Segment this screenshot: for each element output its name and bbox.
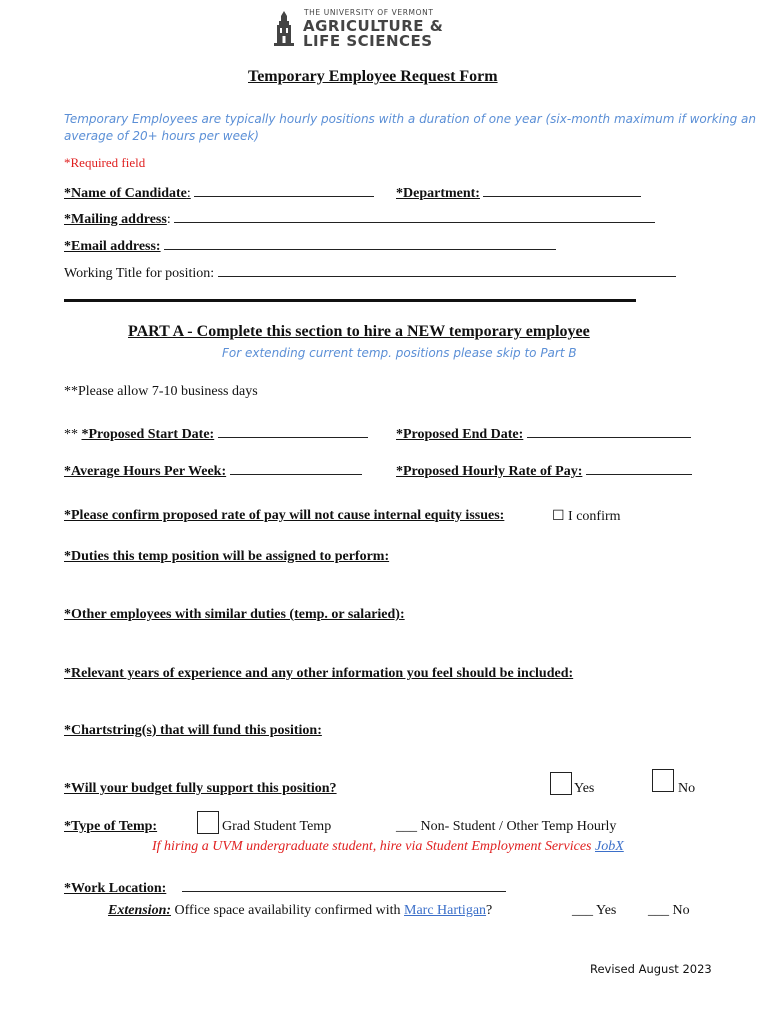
experience-label: *Relevant years of experience and any other information you feel should be included: (64, 666, 574, 681)
part-a-subheading: For extending current temp. positions please skip to Part B (222, 346, 577, 360)
undergrad-note-text: If hiring a UVM undergraduate student, hire via Student Employment Services (152, 839, 592, 854)
work-location-label: *Work Location: (64, 881, 167, 896)
department-label: *Department: (396, 186, 480, 201)
work-location-field[interactable] (182, 877, 506, 892)
mailing-address-label: *Mailing address (64, 212, 167, 227)
extension-text: Office space availability confirmed with (174, 903, 401, 918)
working-title-field[interactable] (218, 262, 676, 277)
grad-student-checkbox[interactable] (197, 811, 219, 834)
extension-question-mark: ? (486, 903, 493, 918)
hours-row (64, 460, 362, 480)
allow-days-note: **Please allow 7-10 business days (64, 384, 258, 399)
logo-agriculture-text: AGRICULTURE & (303, 17, 444, 35)
budget-no-label: No (678, 781, 696, 796)
intro-text-line2: average of 20+ hours per week) (64, 129, 259, 143)
revised-date: Revised August 2023 (590, 962, 712, 976)
intro-text-line1: Temporary Employees are typically hourly positions with a duration of one year (six-month maximum if working an (64, 112, 756, 126)
hours-field[interactable] (230, 460, 362, 475)
candidate-name-colon: : (186, 186, 191, 201)
mailing-address-row (64, 208, 655, 228)
mailing-address-field[interactable] (174, 208, 655, 223)
type-of-temp-label: *Type of Temp: (64, 819, 158, 834)
extension-no-option[interactable]: ___ No (648, 903, 690, 918)
candidate-name-row (64, 182, 374, 202)
chartstring-label: *Chartstring(s) that will fund this position: (64, 723, 322, 738)
tower-icon (272, 10, 296, 48)
confirm-label: *Please confirm proposed rate of pay will not cause internal equity issues: (64, 508, 505, 523)
start-date-prefix: ** (64, 427, 82, 442)
logo-life-sciences-text: LIFE SCIENCES (303, 32, 433, 50)
budget-yes-checkbox[interactable] (550, 772, 572, 795)
hours-label: *Average Hours Per Week: (64, 464, 227, 479)
working-title-row (64, 262, 676, 282)
rate-row (396, 460, 692, 480)
mailing-address-colon: : (166, 212, 171, 227)
end-date-label: *Proposed End Date: (396, 427, 524, 442)
start-date-label: *Proposed Start Date: (81, 427, 215, 442)
form-title: Temporary Employee Request Form (248, 68, 498, 85)
rate-label: *Proposed Hourly Rate of Pay: (396, 464, 583, 479)
extension-label: Extension: (108, 903, 172, 918)
department-field[interactable] (483, 182, 641, 197)
candidate-name-label: *Name of Candidate (64, 186, 187, 201)
start-date-field[interactable] (218, 423, 368, 438)
start-date-row (64, 423, 368, 443)
extension-row (108, 903, 492, 919)
budget-no-checkbox[interactable] (652, 769, 674, 792)
non-student-option[interactable]: ___ Non- Student / Other Temp Hourly (396, 819, 617, 834)
end-date-field[interactable] (527, 423, 691, 438)
confirm-checkbox[interactable]: ☐ I confirm (552, 509, 621, 524)
confirm-row (64, 508, 504, 524)
uvm-cals-logo (270, 8, 460, 50)
undergrad-note (152, 839, 624, 855)
logo-university-text: THE UNIVERSITY OF VERMONT (304, 8, 434, 17)
jobx-link[interactable]: JobX (595, 839, 624, 854)
rate-field[interactable] (586, 460, 692, 475)
part-a-heading: PART A - Complete this section to hire a NEW temporary employee (128, 323, 590, 340)
email-label: *Email address: (64, 239, 161, 254)
section-divider (64, 299, 636, 302)
marc-hartigan-link[interactable]: Marc Hartigan (404, 903, 487, 918)
candidate-name-field[interactable] (194, 182, 374, 197)
extension-yes-option[interactable]: ___ Yes (572, 903, 617, 918)
budget-yes-label: Yes (574, 781, 595, 796)
budget-label: *Will your budget fully support this position? (64, 781, 337, 796)
department-row (396, 182, 641, 202)
end-date-row (396, 423, 691, 443)
grad-student-label: Grad Student Temp (222, 819, 332, 834)
email-row (64, 235, 556, 255)
work-location-row (64, 877, 506, 897)
email-field[interactable] (164, 235, 556, 250)
other-employees-label: *Other employees with similar duties (temp. or salaried): (64, 607, 405, 622)
working-title-label: Working Title for position: (64, 266, 215, 281)
duties-label: *Duties this temp position will be assigned to perform: (64, 549, 390, 564)
required-field-note: *Required field (64, 155, 146, 170)
